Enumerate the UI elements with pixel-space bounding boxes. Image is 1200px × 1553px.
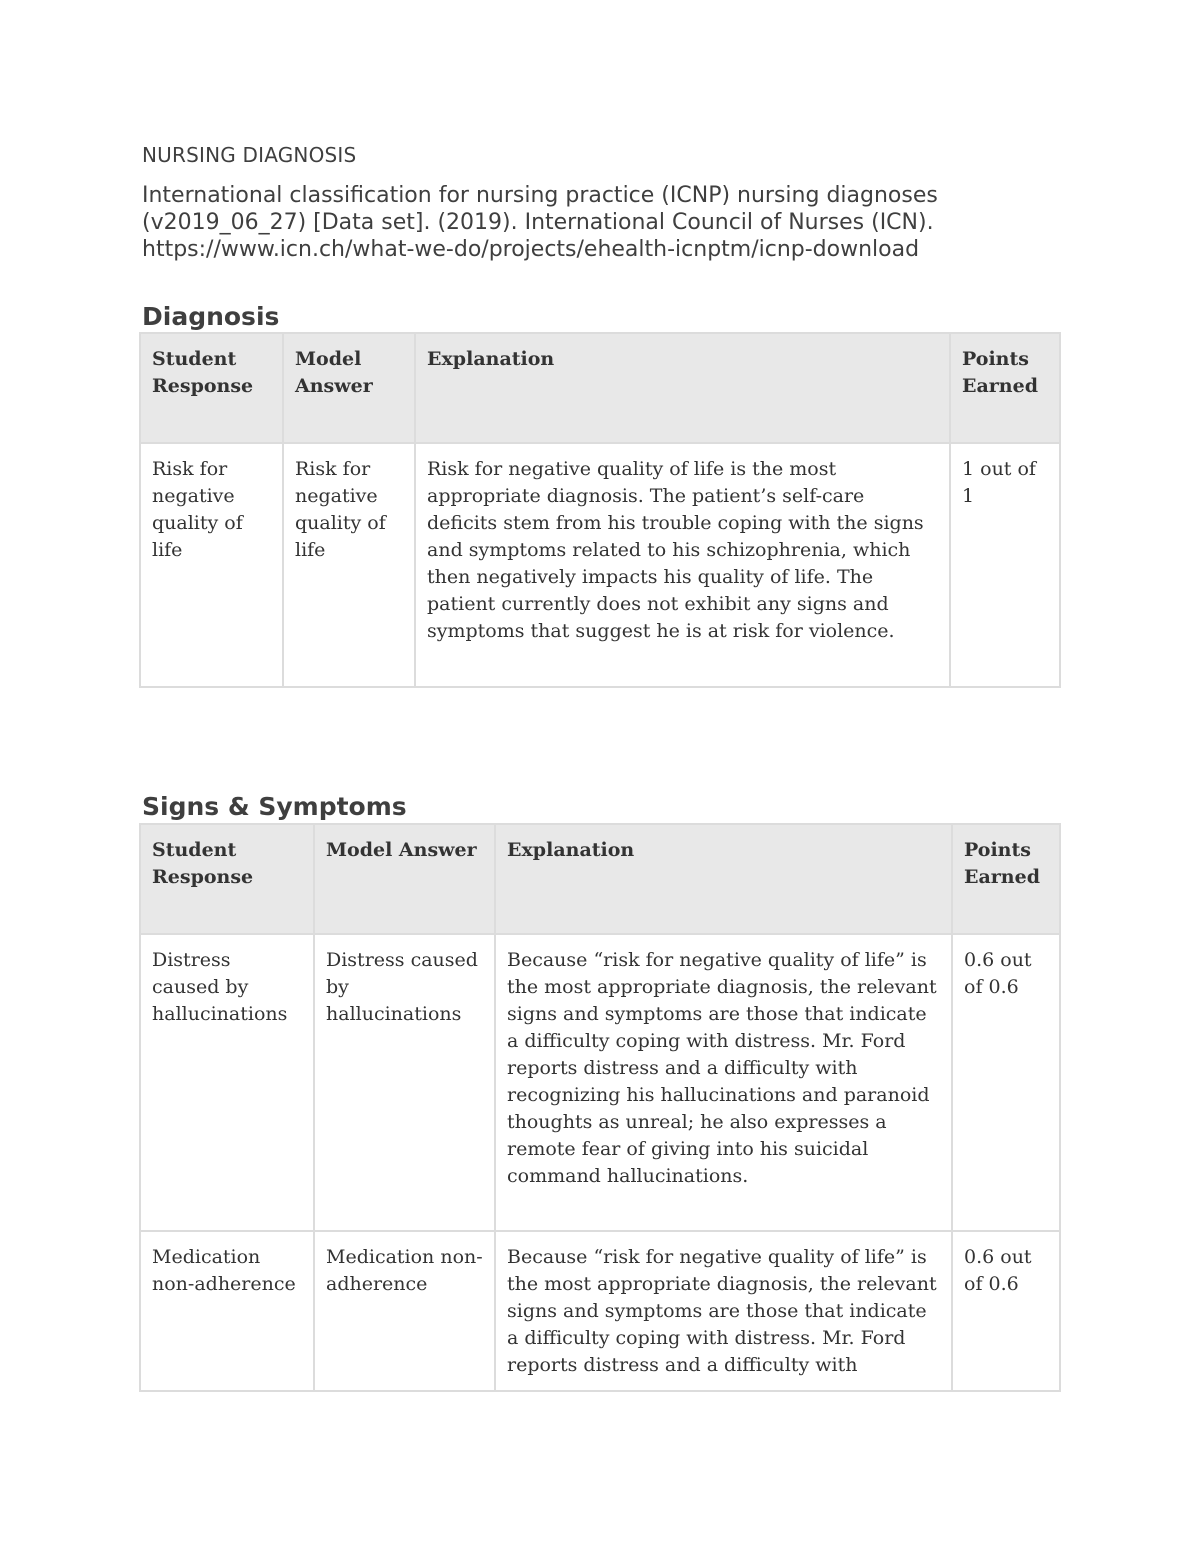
citation-line: (v2019_06_27) [Data set]. (2019). International Council of Nurses (ICN).	[142, 210, 934, 235]
diagnosis-table	[139, 332, 1061, 688]
diagnosis-title: Diagnosis	[142, 302, 280, 331]
table-row	[140, 934, 1060, 1231]
signs-symptoms-title: Signs & Symptoms	[142, 792, 407, 821]
points-cell: 1 out of 1	[950, 443, 1060, 687]
header-explanation: Explanation	[415, 333, 950, 443]
points-cell: 0.6 out of 0.6	[952, 934, 1060, 1231]
header-student-response: Student Response	[140, 333, 283, 443]
header-model-answer: Model Answer	[314, 824, 495, 934]
header-model-answer: Model Answer	[283, 333, 415, 443]
table-header-row	[140, 333, 1060, 443]
header-student-response: Student Response	[140, 824, 314, 934]
student-response-cell: Distress caused by hallucinations	[140, 934, 314, 1231]
table-row	[140, 443, 1060, 687]
signs-symptoms-table	[139, 823, 1061, 1392]
citation-line: International classification for nursing practice (ICNP) nursing diagnoses	[142, 183, 938, 208]
model-answer-cell: Risk for negative quality of life	[283, 443, 415, 687]
header-explanation: Explanation	[495, 824, 952, 934]
header-points-earned: Points Earned	[952, 824, 1060, 934]
citation	[142, 182, 1102, 263]
explanation-cell: Risk for negative quality of life is the most appropriate diagnosis. The patient’s self-care deficits stem from his trouble coping with the signs and symptoms related to his schizophrenia, which then negatively impacts his quality of life. The patient currently does not exhibit any signs and symptoms that suggest he is at risk for violence.	[415, 443, 950, 687]
student-response-cell: Medication non-adherence	[140, 1231, 314, 1391]
citation-url: https://www.icn.ch/what-we-do/projects/ehealth-icnptm/icnp-download	[142, 237, 920, 262]
student-response-cell: Risk for negative quality of life	[140, 443, 283, 687]
table-header-row	[140, 824, 1060, 934]
explanation-cell: Because “risk for negative quality of life” is the most appropriate diagnosis, the relevant signs and symptoms are those that indicate a difficulty coping with distress. Mr. Ford reports distress and a difficulty with	[495, 1231, 952, 1391]
points-cell: 0.6 out of 0.6	[952, 1231, 1060, 1391]
model-answer-cell: Distress caused by hallucinations	[314, 934, 495, 1231]
explanation-cell: Because “risk for negative quality of life” is the most appropriate diagnosis, the relevant signs and symptoms are those that indicate a difficulty coping with distress. Mr. Ford reports distress and a difficulty with recognizing his hallucinations and paranoid thoughts as unreal; he also expresses a remote fear of giving into his suicidal command hallucinations.	[495, 934, 952, 1231]
header-points-earned: Points Earned	[950, 333, 1060, 443]
model-answer-cell: Medication non-adherence	[314, 1231, 495, 1391]
table-row	[140, 1231, 1060, 1391]
document-label: NURSING DIAGNOSIS	[142, 143, 357, 167]
